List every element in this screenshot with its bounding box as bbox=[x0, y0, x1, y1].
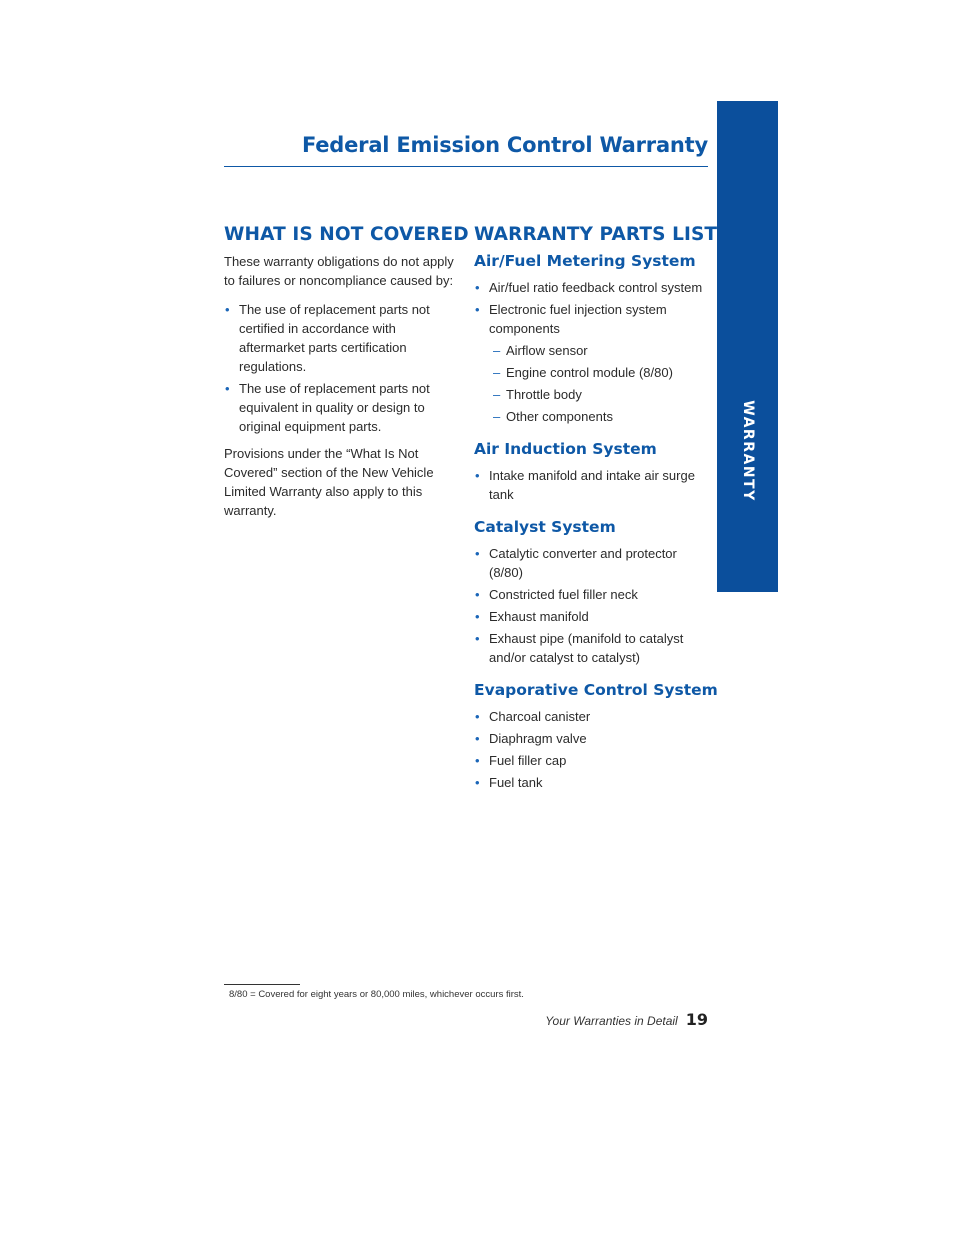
left-column bbox=[224, 224, 469, 530]
list-item: • Fuel tank bbox=[474, 773, 710, 792]
list-item: • Electronic fuel injection system components bbox=[474, 300, 710, 338]
section-heading-parts-list: WARRANTY PARTS LIST bbox=[474, 224, 718, 245]
dash-icon bbox=[493, 341, 500, 360]
dash-icon bbox=[493, 385, 500, 404]
subsection-title: Air Induction System bbox=[474, 440, 657, 458]
side-tab bbox=[717, 101, 778, 592]
subsection-title: Evaporative Control System bbox=[474, 681, 718, 699]
page-title: Federal Emission Control Warranty bbox=[301, 133, 708, 157]
sub-list-item: – Other components bbox=[474, 407, 710, 426]
footer-text: Your Warranties in Detail bbox=[545, 1014, 678, 1028]
dash-icon bbox=[493, 363, 500, 382]
bullet-icon bbox=[475, 729, 480, 748]
header-rule bbox=[224, 166, 708, 167]
intro-paragraph: These warranty obligations do not apply to failures or noncompliance caused by: bbox=[224, 254, 454, 288]
section-heading-not-covered: WHAT IS NOT COVERED bbox=[224, 224, 469, 245]
parts-list bbox=[474, 466, 710, 504]
footnote: 8/80 = Covered for eight years or 80,000 miles, whichever occurs first. bbox=[229, 989, 524, 1000]
subsection-title: Air/Fuel Metering System bbox=[474, 252, 696, 270]
bullet-icon bbox=[475, 607, 480, 626]
bullet-icon bbox=[475, 773, 480, 792]
bullet-icon bbox=[475, 751, 480, 770]
sub-list-item: – Engine control module (8/80) bbox=[474, 363, 710, 382]
parts-list bbox=[474, 707, 710, 792]
list-item: • Intake manifold and intake air surge tank bbox=[474, 466, 710, 504]
bullet-icon bbox=[225, 379, 230, 398]
bullet-icon bbox=[225, 300, 230, 319]
list-item: • Diaphragm valve bbox=[474, 729, 710, 748]
list-item: • Fuel filler cap bbox=[474, 751, 710, 770]
page-footer bbox=[545, 1010, 708, 1029]
sub-list-item: – Throttle body bbox=[474, 385, 710, 404]
exclusion-list bbox=[224, 300, 460, 436]
list-item: • The use of replacement parts not certified in accordance with aftermarket parts certification regulations. bbox=[224, 300, 460, 376]
closing-paragraph: Provisions under the “What Is Not Covered” section of the New Vehicle Limited Warranty also apply to this warranty. bbox=[224, 446, 434, 518]
sub-list-item: – Airflow sensor bbox=[474, 341, 710, 360]
right-column bbox=[474, 224, 718, 795]
list-item: • Air/fuel ratio feedback control system bbox=[474, 278, 710, 297]
list-item: • Exhaust pipe (manifold to catalyst and/or catalyst to catalyst) bbox=[474, 629, 710, 667]
list-item: • Charcoal canister bbox=[474, 707, 710, 726]
bullet-icon bbox=[475, 544, 480, 563]
footnote-rule bbox=[224, 984, 300, 985]
parts-list bbox=[474, 278, 710, 426]
bullet-icon bbox=[475, 300, 480, 319]
list-item: • The use of replacement parts not equivalent in quality or design to original equipment parts. bbox=[224, 379, 460, 436]
page-number: 19 bbox=[685, 1010, 708, 1029]
parts-list bbox=[474, 544, 710, 667]
list-item: • Constricted fuel filler neck bbox=[474, 585, 710, 604]
side-tab-label: WARRANTY bbox=[739, 400, 756, 502]
list-item: • Catalytic converter and protector (8/80) bbox=[474, 544, 710, 582]
list-item: • Exhaust manifold bbox=[474, 607, 710, 626]
bullet-icon bbox=[475, 707, 480, 726]
bullet-icon bbox=[475, 629, 480, 648]
bullet-icon bbox=[475, 466, 480, 485]
bullet-icon bbox=[475, 585, 480, 604]
bullet-icon bbox=[475, 278, 480, 297]
dash-icon bbox=[493, 407, 500, 426]
subsection-title: Catalyst System bbox=[474, 518, 616, 536]
